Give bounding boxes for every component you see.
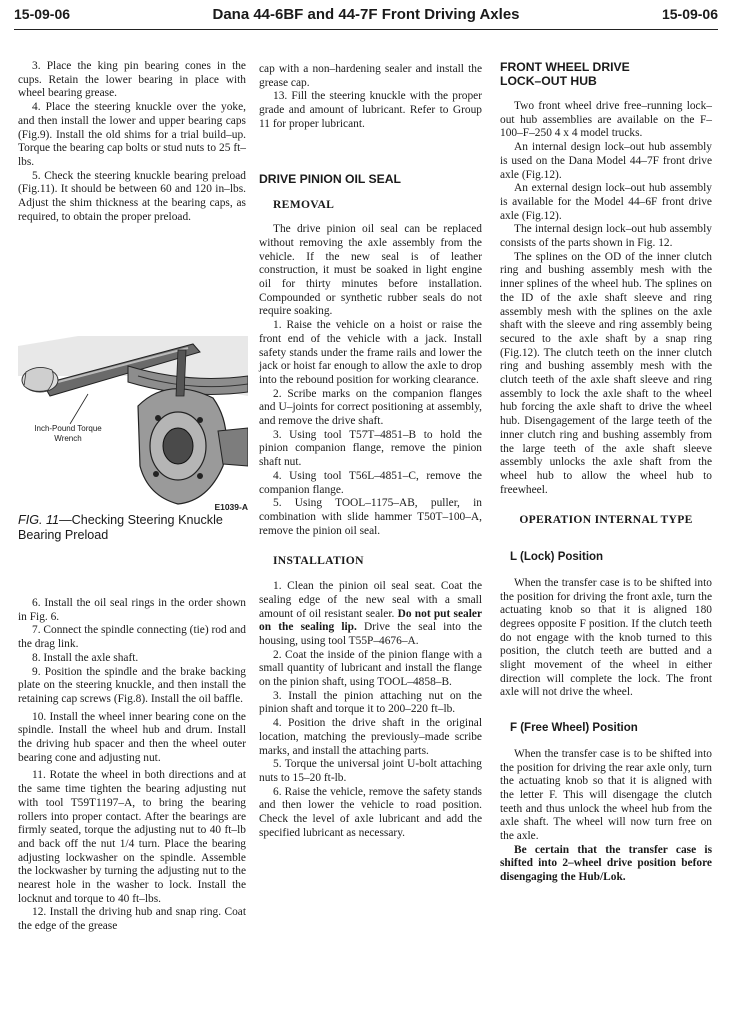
figure-label: Inch-Pound Torque Wrench — [34, 424, 102, 443]
step-8: 8. Install the axle shaft. — [32, 651, 139, 664]
operation-heading: OPERATION INTERNAL TYPE — [519, 513, 693, 527]
install-step-1-text: 1. Clean the pinion oil seal seat. Coat the sealing edge of the new seal with a small amount of oil resistant sealer. — [259, 580, 482, 620]
step-13: 13. Fill the steering knuckle with the proper grade and amount of lubricant. Refer to Group 11 for proper lubricant. — [259, 90, 482, 130]
installation-heading: INSTALLATION — [273, 554, 364, 568]
install-step-1-warning: Do not put sealer on the sealing lip. — [259, 607, 483, 634]
removal-heading: REMOVAL — [273, 197, 335, 211]
lock-position-text: When the transfer case is to be shifted into the position for driving the front axle, turn the actuating knob so that it is aligned 180 degrees opposite F position. If the clutch teeth do not engage with the knob turned to this position, the clutch teeth are butted and a slight movement of the wheel in either direction will complete the lock. The front axle will not drive the wheel. — [500, 576, 712, 699]
lockout-heading-2: LOCK–OUT HUB — [500, 74, 597, 88]
drive-pinion-heading: DRIVE PINION OIL SEAL — [259, 171, 401, 186]
lockout-para-4: The internal design lock–out hub assembly consists of the parts shown in Fig. 12. — [500, 223, 712, 250]
column-3 — [500, 60, 712, 885]
step-9: 9. Position the spindle and the brake backing plate on the steering knuckle, and then install the retaining cap screws (Fig.8). Install the oil baffle. — [18, 665, 246, 705]
lockout-para-3: An external design lock–out hub assembly is available for the Model 44–6F front drive axle (Fig.12). — [500, 182, 712, 222]
install-step-4: 4. Position the drive shaft in the original location, matching the previously–made scribe marks, and install the attaching parts. — [259, 717, 482, 757]
page-number-left: 15-09-06 — [14, 6, 71, 22]
step-4: 4. Place the steering knuckle over the yoke, and then install the lower and upper bearing caps (Fig.9). Install the old shims for a trial build–up. Torque the bearing cap bolts or stud nuts to 25 ft–lbs. — [18, 101, 246, 168]
page-header — [14, 6, 718, 28]
step-3: 3. Place the king pin bearing cones in the cups. Retain the lower bearing in place with wheel bearing grease. — [18, 60, 246, 100]
lock-position-heading: L (Lock) Position — [510, 551, 604, 564]
figure-number: FIG. 11 — [18, 513, 60, 527]
removal-step-1: 1. Raise the vehicle on a hoist or raise the front end of the vehicle with a jack. Install safety stands under the frame rails and lower the jack or hoist far enough to allow the axle to drop into the rebound position for working clearance. — [259, 319, 482, 386]
removal-step-2: 2. Scribe marks on the companion flanges and U–joints for correct positioning at assembly, and remove the drive shaft. — [259, 387, 482, 428]
step-12: 12. Install the driving hub and snap ring. Coat the edge of the grease — [18, 906, 246, 933]
column-2 — [259, 63, 482, 840]
free-position-text: When the transfer case is to be shifted into the position for driving the rear axle only, turn the actuating knob so that it is aligned with the letter F. This will disengage the clutch teeth and thus unlock the wheel hub from the axle shaft. The wheel will now turn free on the axle. — [500, 747, 712, 843]
step-7: 7. Connect the spindle connecting (tie) rod and the drag link. — [18, 624, 246, 651]
removal-intro: The drive pinion oil seal can be replaced without removing the axle assembly from the vehicle. If the new seal is of leather construction, it must be soaked in light engine oil for thirty minutes before installation. Compounded or synthetic rubber seals do not require soaking. — [259, 223, 482, 318]
lockout-para-2: An internal design lock–out hub assembly is used on the Dana Model 44–7F front drive axle (Fig.12). — [500, 141, 712, 181]
free-position-heading: F (Free Wheel) Position — [510, 722, 638, 735]
figure-code: E1039-A — [214, 502, 248, 512]
column-1-lower — [18, 597, 246, 934]
figure-caption-text: Checking Steering Knuckle Bearing Preload — [18, 513, 223, 542]
lockout-para-1: Two front wheel drive free–running lock–out hub assemblies are available on the F–100–F–250 4 x 4 model trucks. — [500, 100, 712, 140]
removal-step-4: 4. Using tool T56L–4851–C, remove the companion flange. — [259, 469, 482, 496]
page-number-right: 15-09-06 — [661, 6, 718, 22]
lockout-heading-1: FRONT WHEEL DRIVE — [500, 60, 630, 74]
install-step-2: 2. Coat the inside of the pinion flange with a small quantity of lubricant and install the flange on the pinion shaft, using TOOL–4858–B. — [259, 648, 482, 689]
step-5: 5. Check the steering knuckle bearing preload (Fig.11). It should be between 60 and 120 in–lbs. Adjust the shim thickness at the bearing caps, as required, to obtain the proper preload. — [18, 169, 246, 223]
install-step-5: 5. Torque the universal joint U-bolt attaching nuts to 15–20 ft-lb. — [259, 758, 482, 784]
page-title: Dana 44-6BF and 44-7F Front Driving Axles — [212, 6, 520, 23]
lockout-para-5: The splines on the OD of the inner clutch ring and bushing assembly mesh with the inner splines of the wheel hub. The splines on the ID of the axle shaft sleeve and ring assembly mesh with the splines on the axle shaft with the sleeve and ring assembly being secured to the axle shaft by a snap ring (Fig.12). The clutch teeth on the inner clutch ring and bushing assembly mesh with the clutch teeth of the axle shaft sleeve and ring assembly to lock the axle shaft to the wheel hub forcing the axle shaft to drive the wheel hub. Disengagement of the large teeth of the inner clutch ring and bushing assembly from the large teeth of the axle shaft sleeve assembly unlocks the axle shaft from the wheel hub to allow the wheel hub to freewheel. — [500, 250, 712, 496]
step-10: 10. Install the wheel inner bearing cone on the spindle. Install the wheel hub and drum. Install the driving hub spacer and then the wheel outer bearing cone and adjusting nut. — [18, 710, 246, 764]
column-1 — [18, 60, 246, 224]
removal-step-5: 5. Using TOOL–1175–AB, puller, in combination with slide hammer T50T–100–A, remove the pinion oil seal. — [259, 497, 482, 537]
step-11: 11. Rotate the wheel in both directions and at the same time tighten the bearing adjusting nut with tool T59T1197–A, to bring the bearing rollers into proper contact. After the bearings are firmly seated, torque the adjusting nut to 40 ft–lb and back off the nut 1/4 turn. Place the bearing adjusting lockwasher on the spindle. Assemble the lockwasher by turning the adjusting nut to the nearest hole in the washer to lock. Install the locknut and torque to 40 ft–lbs. — [18, 769, 246, 905]
step-6: 6. Install the oil seal rings in the order shown in Fig. 6. — [18, 597, 246, 623]
figure-caption: FIG. 11—Checking Steering Knuckle Bearing Preload — [18, 513, 223, 542]
install-step-6: 6. Raise the vehicle, remove the safety stands and then lower the vehicle to road position. Check the level of axle lubricant and add the specified lubricant as necessary. — [259, 785, 482, 839]
removal-step-3: 3. Using tool T57T–4851–B to hold the pinion companion flange, remove the pinion shaft nut. — [259, 428, 482, 469]
step-12-cont: cap with a non–hardening sealer and install the grease cap. — [259, 63, 482, 89]
header-rule — [14, 29, 718, 30]
install-step-1-tool: Drive the seal into the housing, using tool T55P–4676–A. — [259, 621, 482, 647]
install-step-3: 3. Install the pinion attaching nut on the pinion shaft and torque it to 200–220 ft–lb. — [259, 689, 482, 716]
install-step-1 — [259, 580, 482, 649]
transfer-case-warning: Be certain that the transfer case is shifted into 2–wheel drive position before disengaging the Hub/Lok. — [500, 843, 712, 884]
figure-11-torque-wrench — [18, 336, 248, 512]
